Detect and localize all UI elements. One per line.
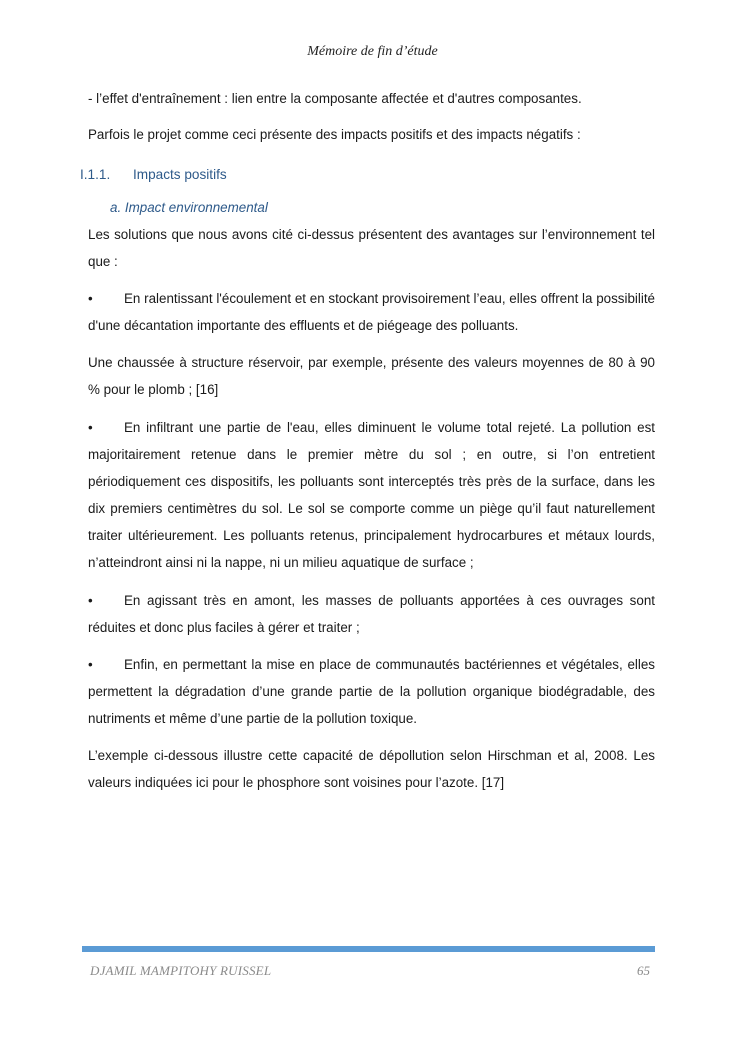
page-header: Mémoire de fin d’étude xyxy=(307,44,438,59)
paragraph-closing: L’exemple ci-dessous illustre cette capacité de dépollution selon Hirschman et al, 2008. Les valeurs indiquées ici pour le phosphore sont voisines pour l’azote. [17] xyxy=(88,748,655,790)
bullet-icon: • xyxy=(88,291,93,306)
paragraph-example: Une chaussée à structure réservoir, par exemple, présente des valeurs moyennes de 80 à 90 % pour le plomb ; [16] xyxy=(88,355,655,397)
bullet-icon: • xyxy=(88,657,93,672)
section-number: I.1.1. xyxy=(80,167,111,182)
bullet-icon: • xyxy=(88,593,93,608)
footer-page-number: 65 xyxy=(637,963,650,978)
bullet-text-3: En agissant très en amont, les masses de polluants apportées à ces ouvrages sont réduites et donc plus faciles à gérer et traiter ; xyxy=(88,593,655,635)
footer-rule xyxy=(82,946,655,952)
bullet-text-1: En ralentissant l'écoulement et en stockant provisoirement l’eau, elles offrent la possibilité d'une décantation importante des effluents et de piégeage des polluants. xyxy=(88,291,655,333)
section-title: Impacts positifs xyxy=(133,167,227,182)
bullet-item-3 xyxy=(88,587,655,641)
bullet-item-2 xyxy=(88,414,655,576)
bullet-icon: • xyxy=(88,420,93,435)
bullet-text-2: En infiltrant une partie de l'eau, elles diminuent le volume total rejeté. La pollution est majoritairement retenue dans le premier mètre du sol ; en outre, si l’on entretient périodiquement ces dispositifs, les polluants sont interceptés très près de la surface, dans les dix premiers centimètres du sol. Le sol se comporte comme un piège qu’il faut naturellement traiter ultérieurement. Les polluants retenus, principalement hydrocarbures et métaux lourds, n’atteindront ainsi ni la nappe, ni un milieu aquatique de surface ; xyxy=(88,420,655,570)
bullet-text-4: Enfin, en permettant la mise en place de communautés bactériennes et végétales, elles permettent la dégradation d’une grande partie de la pollution organique biodégradable, des nutriments et même d’une partie de la pollution toxique. xyxy=(88,657,655,726)
paragraph-intro: Parfois le projet comme ceci présente des impacts positifs et des impacts négatifs : xyxy=(88,127,581,142)
paragraph-entrainement: - l’effet d'entraînement : lien entre la composante affectée et d'autres composantes. xyxy=(88,91,582,106)
bullet-item-4 xyxy=(88,651,655,732)
bullet-item-1 xyxy=(88,285,655,339)
section-heading xyxy=(80,165,227,185)
footer-author: DJAMIL MAMPITOHY RUISSEL xyxy=(90,963,272,978)
subsection-heading: a. Impact environnemental xyxy=(110,200,268,215)
paragraph-lead: Les solutions que nous avons cité ci-dessus présentent des avantages sur l’environnement tel que : xyxy=(88,227,655,269)
